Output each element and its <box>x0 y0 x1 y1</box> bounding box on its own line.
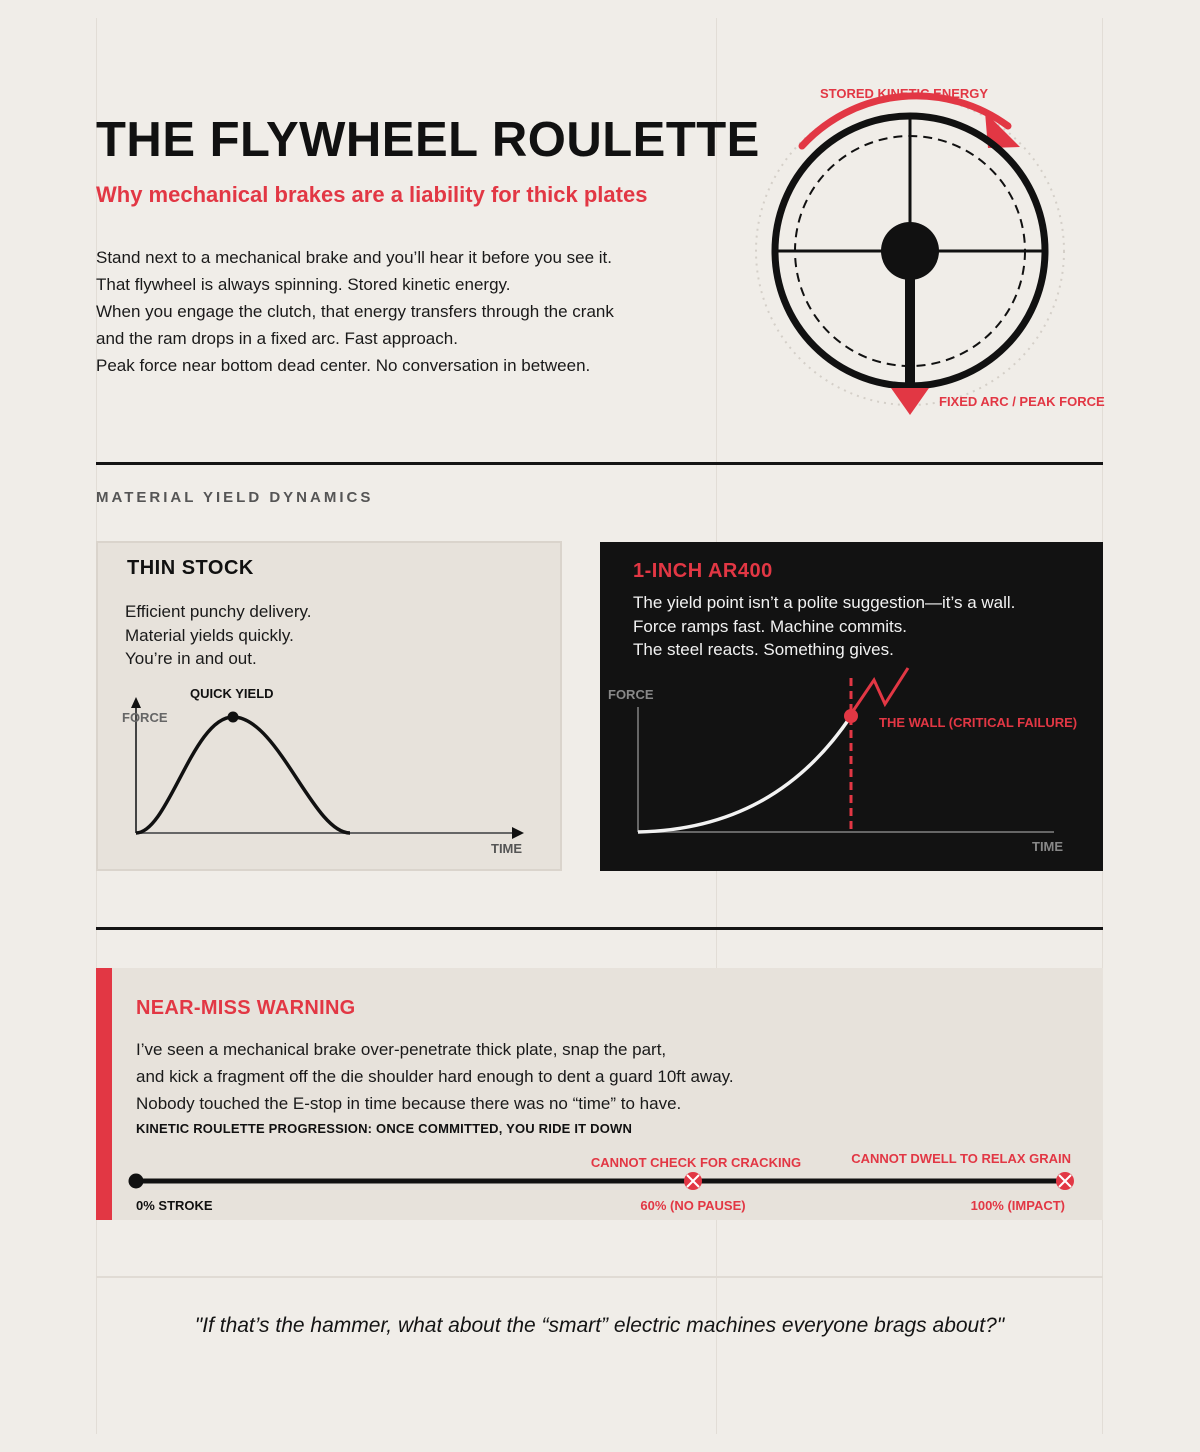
ar400-chart-wall-label: THE WALL (CRITICAL FAILURE) <box>879 715 1078 730</box>
timeline-start-label: 0% STROKE <box>136 1198 213 1213</box>
thin-stock-line: You’re in and out. <box>125 649 257 668</box>
thin-chart-peak-point <box>228 712 239 723</box>
thin-chart-force-curve <box>136 717 350 833</box>
page-title: THE FLYWHEEL ROULETTE <box>96 113 760 167</box>
ar400-panel <box>600 542 1103 871</box>
hero-line: Stand next to a mechanical brake and you’ll hear it before you see it. <box>96 248 612 267</box>
ar400-chart <box>600 542 1103 871</box>
thin-chart-x-label: TIME <box>491 841 523 856</box>
ar400-chart-force-curve <box>638 716 851 832</box>
ar400-title: 1-INCH AR400 <box>633 560 773 582</box>
flywheel-label-top: STORED KINETIC ENERGY <box>820 86 989 101</box>
ar400-chart-failure-zigzag <box>851 668 908 714</box>
timeline-mid-marker-icon <box>684 1172 702 1190</box>
timeline-end-label-bottom: 100% (IMPACT) <box>970 1198 1065 1213</box>
thin-stock-line: Efficient punchy delivery. <box>125 602 312 621</box>
ram-shaft <box>905 275 915 390</box>
peak-force-arrowhead <box>891 388 929 415</box>
thin-chart-y-arrowhead <box>131 697 141 708</box>
ar400-line: The steel reacts. Something gives. <box>633 640 894 659</box>
page-subtitle: Why mechanical brakes are a liability for thick plates <box>96 182 648 207</box>
warning-title: NEAR-MISS WARNING <box>136 997 356 1019</box>
ar400-line: Force ramps fast. Machine commits. <box>633 616 907 636</box>
thin-stock-line: Material yields quickly. <box>125 625 294 645</box>
section-divider <box>96 927 1103 930</box>
footer-divider <box>96 1276 1103 1278</box>
timeline-caption: KINETIC ROULETTE PROGRESSION: ONCE COMMITTED, YOU RIDE IT DOWN <box>136 1121 633 1136</box>
thin-chart-x-arrowhead <box>512 827 524 839</box>
flywheel-hub <box>881 222 939 280</box>
timeline-mid-label-top: CANNOT CHECK FOR CRACKING <box>590 1155 802 1170</box>
thin-stock-chart <box>98 543 560 869</box>
hero-line: Peak force near bottom dead center. No conversation in between. <box>96 356 591 375</box>
timeline-mid-label-bottom: 60% (NO PAUSE) <box>640 1198 746 1213</box>
ar400-line: The yield point isn’t a polite suggestion—it’s a wall. <box>633 593 1016 612</box>
section-label: MATERIAL YIELD DYNAMICS <box>96 489 374 506</box>
near-miss-warning-panel <box>96 968 1103 1220</box>
warning-line: Nobody touched the E-stop in time because there was no “time” to have. <box>136 1094 682 1113</box>
thin-chart-peak-label: QUICK YIELD <box>190 686 274 701</box>
hero-line: and the ram drops in a fixed arc. Fast approach. <box>96 329 458 348</box>
hero-line: That flywheel is always spinning. Stored kinetic energy. <box>96 275 511 294</box>
flywheel-icon <box>740 70 1140 430</box>
thin-stock-panel <box>96 541 562 871</box>
timeline-end-marker-icon <box>1056 1172 1074 1190</box>
ar400-chart-x-label: TIME <box>1032 839 1064 854</box>
warning-line: I’ve seen a mechanical brake over-penetrate thick plate, snap the part, <box>136 1040 667 1059</box>
section-divider <box>96 462 1103 465</box>
ar400-chart-y-label: FORCE <box>608 687 654 702</box>
stroke-timeline <box>96 968 1103 1220</box>
timeline-end-label-top: CANNOT DWELL TO RELAX GRAIN <box>851 1151 1071 1166</box>
warning-line: and kick a fragment off the die shoulder hard enough to dent a guard 10ft away. <box>136 1067 734 1086</box>
flywheel-label-bottom: FIXED ARC / PEAK FORCE <box>939 394 1105 409</box>
thin-stock-title: THIN STOCK <box>127 557 254 579</box>
thin-chart-y-label: FORCE <box>122 710 168 725</box>
ar400-chart-yield-point <box>844 709 858 723</box>
hero-line: When you engage the clutch, that energy transfers through the crank <box>96 302 614 321</box>
closing-quote: "If that’s the hammer, what about the “smart” electric machines everyone brags about?" <box>194 1314 1005 1337</box>
timeline-start-dot <box>129 1174 144 1189</box>
hero-body <box>96 244 696 379</box>
